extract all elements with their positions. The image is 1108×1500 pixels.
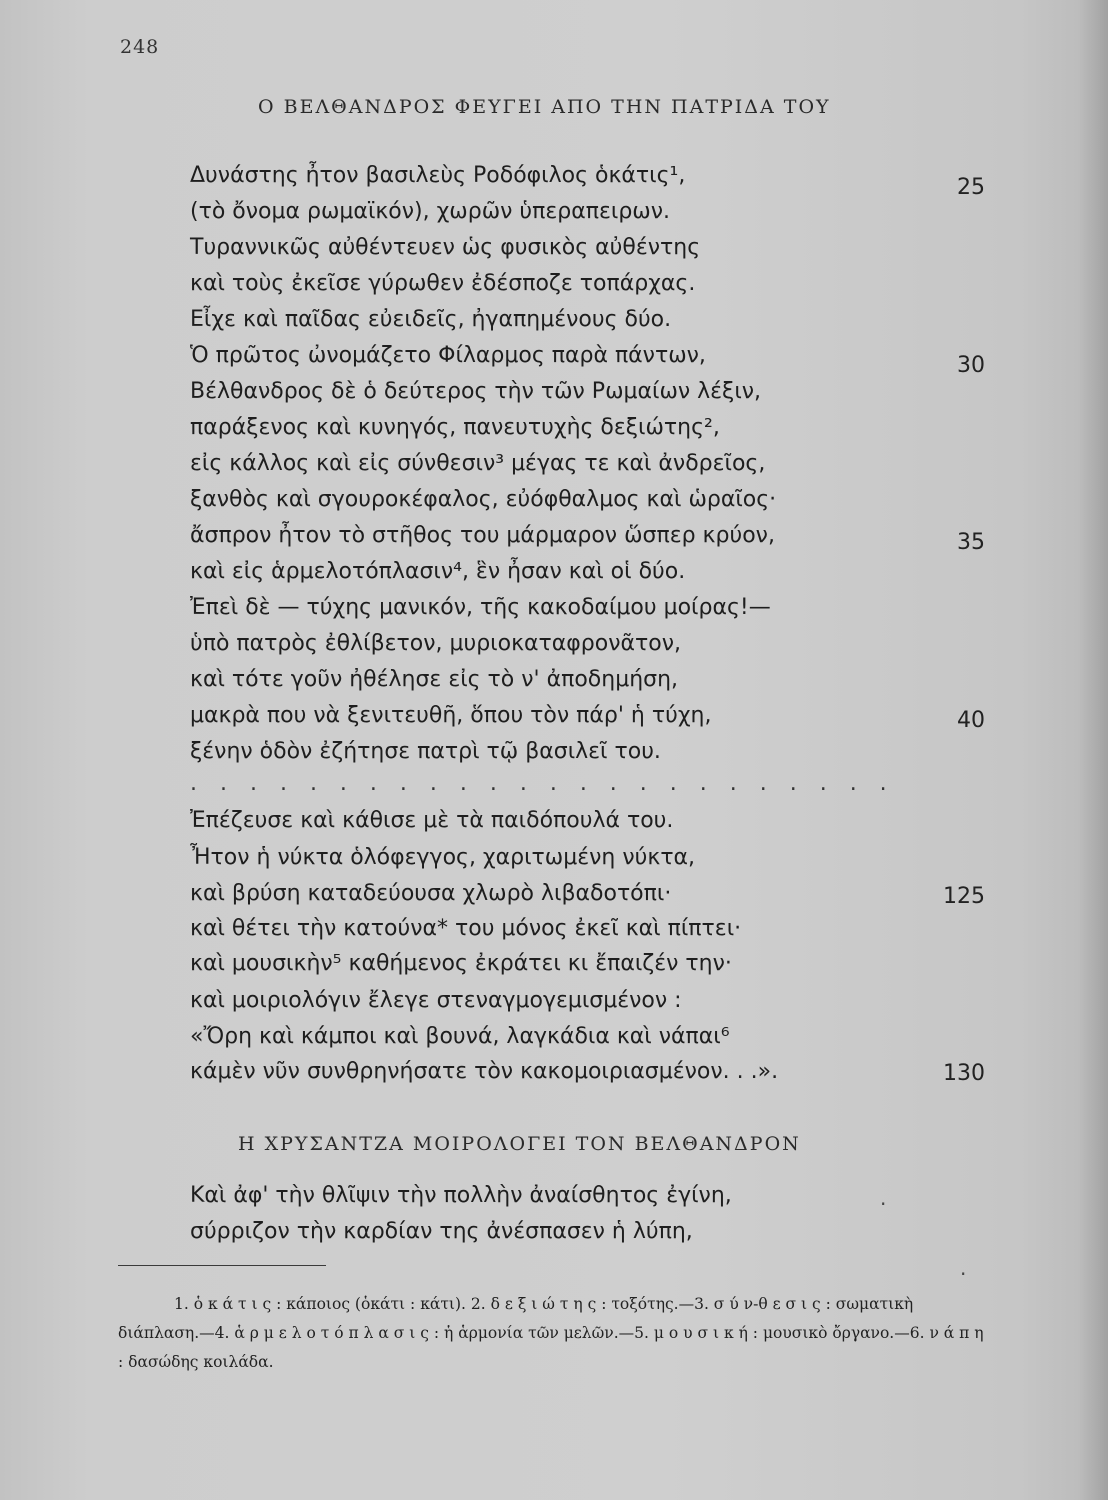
verse-line: καὶ θέτει τὴν κατούνα* του μόνος ἐκεῖ καὶ πίπτει· [190,916,742,941]
footnotes: 1. ὁ κ ά τ ι ς : κάποιος (ὁκάτι : κάτι). 2. δ ε ξ ι ώ τ η ς : τοξότης.—3. σ ύ ν-θ ε σ ι ς : σωματικὴ διάπλαση.—4. ἁ ρ μ ε λ ο τ ό π λ α σ ι ς : ἡ ἁρμονία τῶν μελῶν.—5. μ ο υ σ ι κ ή : μουσικὸ ὄργανο.—6. ν ά π η : δασώδης κοιλάδα. [118,1295,984,1371]
verse-line: ξένην ὁδὸν ἐζήτησε πατρὶ τῷ βασιλεῖ του. [190,739,661,764]
verse-line: σύρριζον τὴν καρδίαν της ἀνέσπασεν ἡ λύπη, [190,1219,693,1244]
verse-line: καὶ εἰς ἁρμελοτόπλασιν⁴, ἓν ἦσαν καὶ οἱ δύο. [190,559,686,584]
verse-line: ἄσπρον ἦτον τὸ στῆθος του μάρμαρον ὥσπερ κρύον, [190,523,775,548]
line-number: 25 [957,175,985,200]
verse-line: καὶ βρύση καταδεύουσα χλωρὸ λιβαδοτόπι· [190,881,672,906]
verse-line: ξανθὸς καὶ σγουροκέφαλος, εὐόφθαλμος καὶ ὡραῖος· [190,487,777,512]
verse-line: Δυνάστης ἦτον βασιλεὺς Ροδόφιλος ὁκάτις¹, [190,163,686,188]
verse-line: Ἐπεὶ δὲ — τύχης μανικόν, τῆς κακοδαίμου μοίρας!— [190,595,771,620]
verse-line: Καὶ ἀφ' τὴν θλῖψιν τὴν πολλὴν ἀναίσθητος ἐγίνη, [190,1183,732,1208]
verse-line: εἰς κάλλος καὶ εἰς σύνθεσιν³ μέγας τε καὶ ἀνδρεῖος, [190,451,766,476]
verse-line: ὑπὸ πατρὸς ἐθλίβετον, μυριοκαταφρονᾶτον, [190,631,682,656]
verse-line: (τὸ ὄνομα ρωμαϊκόν), χωρῶν ὑπεραπειρων. [190,199,670,224]
section-title-lament: Η ΧΡΥΣΑΝΤΖΑ ΜΟΙΡΟΛΟΓΕΙ ΤΟΝ ΒΕΛΘΑΝΔΡΟΝ [238,1133,801,1155]
stray-mark: · [880,1192,887,1216]
verse-line: κάμὲν νῦν συνθρηνήσατε τὸν κακομοιριασμένον. . .». [190,1059,779,1084]
line-number: 125 [943,884,985,909]
line-number: 130 [943,1061,985,1086]
footnote-rule [118,1265,326,1266]
ellipsis-separator: . . . . . . . . . . . . . . . . . . . . . . . . [190,771,895,796]
verse-line: «Ὄρη καὶ κάμποι καὶ βουνά, λαγκάδια καὶ νάπαι⁶ [190,1024,730,1049]
verse-line: Εἶχε καὶ παῖδας εὐειδεῖς, ἠγαπημένους δύο. [190,307,672,332]
line-number: 30 [957,353,985,378]
line-number: 35 [957,530,985,555]
verse-line: καὶ τότε γοῦν ἠθέλησε εἰς τὸ ν' ἀποδημήση, [190,667,679,692]
verse-line: καὶ μοιριολόγιν ἔλεγε στεναγμογεμισμένον : [190,988,682,1013]
section-title-departure: Ο ΒΕΛΘΑΝΔΡΟΣ ΦΕΥΓΕΙ ΑΠΟ ΤΗΝ ΠΑΤΡΙΔΑ ΤΟΥ [258,96,831,118]
verse-line: Τυραννικῶς αὐθέντευεν ὡς φυσικὸς αὐθέντης [190,235,701,260]
line-number: 40 [957,708,985,733]
page-edge-shadow [1078,0,1108,1500]
verse-line: Βέλθανδρος δὲ ὁ δεύτερος τὴν τῶν Ρωμαίων λέξιν, [190,379,762,404]
verse-line: Ἦτον ἡ νύκτα ὁλόφεγγος, χαριτωμένη νύκτα, [190,845,696,870]
stray-mark: · [960,1262,967,1286]
verse-line: Ἐπέζευσε καὶ κάθισε μὲ τὰ παιδόπουλά του. [190,808,674,833]
verse-line: Ὁ πρῶτος ὠνομάζετο Φίλαρμος παρὰ πάντων, [190,343,706,368]
verse-line: καὶ μουσικὴν⁵ καθήμενος ἐκράτει κι ἔπαιζέν την· [190,951,732,976]
verse-line: παράξενος καὶ κυνηγός, πανευτυχὴς δεξιώτης², [190,415,720,440]
verse-line: μακρὰ που νὰ ξενιτευθῆ, ὅπου τὸν πάρ' ἡ τύχη, [190,703,712,728]
page-number: 248 [120,36,160,58]
verse-line: καὶ τοὺς ἐκεῖσε γύρωθεν ἐδέσποζε τοπάρχας. [190,271,696,296]
